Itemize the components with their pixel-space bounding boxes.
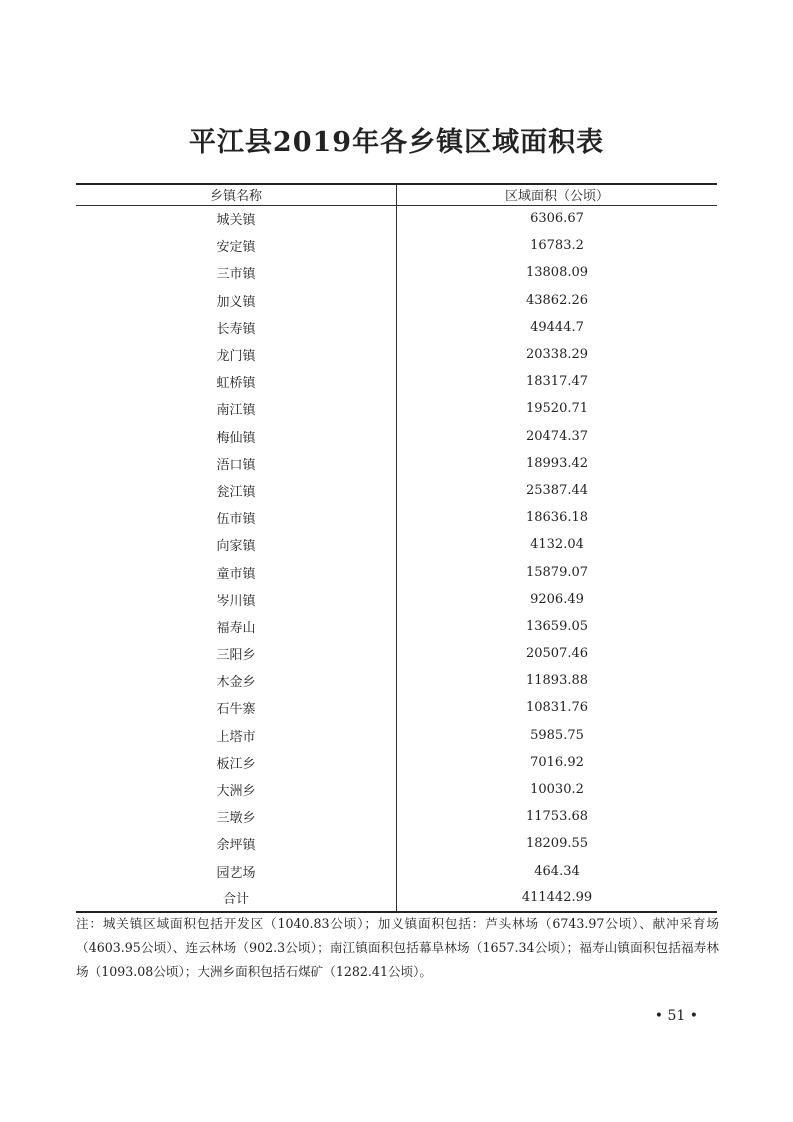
- table-row: [76, 504, 717, 531]
- township-name-cell: 安定镇: [76, 232, 397, 259]
- area-value-cell: 13808.09: [525, 265, 589, 281]
- township-name-cell: 园艺场: [76, 858, 397, 885]
- township-name-cell: 城关镇: [76, 205, 397, 232]
- township-name-cell: 三阳乡: [76, 640, 397, 667]
- page-title: 平江县2019年各乡镇区域面积表: [188, 127, 605, 158]
- table-row: [76, 259, 717, 286]
- table-row: [76, 776, 717, 803]
- area-value-cell: 5985.75: [530, 727, 584, 743]
- area-value-cell: 20507.46: [525, 646, 589, 662]
- area-value-cell: 16783.2: [530, 238, 584, 254]
- table-row: [76, 586, 717, 613]
- table-row: [76, 232, 717, 259]
- township-name-cell: 童市镇: [76, 558, 397, 585]
- area-value-cell: 10831.76: [525, 700, 589, 716]
- table-row: [76, 341, 717, 368]
- township-name-cell: 虹桥镇: [76, 368, 397, 395]
- area-value-cell: 6306.67: [530, 211, 584, 227]
- area-value-cell: 20474.37: [525, 428, 589, 444]
- township-name-cell: 长寿镇: [76, 314, 397, 341]
- township-name-cell: 龙门镇: [76, 341, 397, 368]
- table-row: [76, 450, 717, 477]
- township-name-cell: 大洲乡: [76, 776, 397, 803]
- table-row: [76, 205, 717, 232]
- township-name-cell: 瓮江镇: [76, 477, 397, 504]
- area-value-cell: 18209.55: [525, 836, 589, 852]
- area-value-cell: 18993.42: [525, 455, 589, 471]
- table-header-row: [76, 184, 717, 205]
- township-name-cell: 石牛寨: [76, 694, 397, 721]
- township-name-cell: 向家镇: [76, 531, 397, 558]
- table-row: [76, 803, 717, 830]
- area-value-cell: 464.34: [534, 863, 580, 879]
- township-name-cell: 福寿山: [76, 613, 397, 640]
- table-row: [76, 395, 717, 422]
- table-row: [76, 694, 717, 721]
- area-value-cell: 25387.44: [525, 482, 589, 498]
- area-value-cell: 43862.26: [525, 292, 589, 308]
- area-value-cell: 4132.04: [530, 537, 584, 553]
- township-name-cell: 三市镇: [76, 259, 397, 286]
- township-name-cell: 板江乡: [76, 749, 397, 776]
- area-value-cell: 15879.07: [525, 564, 589, 580]
- table-row: [76, 368, 717, 395]
- township-name-cell: 上塔市: [76, 722, 397, 749]
- table-total-row: [76, 885, 717, 912]
- table-row: [76, 830, 717, 857]
- township-name-cell: 木金乡: [76, 667, 397, 694]
- township-name-cell: 三墩乡: [76, 803, 397, 830]
- table-row: [76, 531, 717, 558]
- header-area: 区域面积（公顷）: [397, 184, 718, 205]
- township-name-cell: 伍市镇: [76, 504, 397, 531]
- township-name-cell: 合计: [76, 885, 397, 912]
- township-name-cell: 岑川镇: [76, 586, 397, 613]
- table-body: [76, 205, 717, 912]
- table-row: [76, 477, 717, 504]
- area-value-cell: 20338.29: [525, 347, 589, 363]
- header-township-name: 乡镇名称: [76, 184, 397, 205]
- township-name-cell: 浯口镇: [76, 450, 397, 477]
- table-row: [76, 858, 717, 885]
- table-row: [76, 722, 717, 749]
- township-name-cell: 余坪镇: [76, 830, 397, 857]
- page-number: • 51 •: [654, 1008, 698, 1024]
- table-row: [76, 314, 717, 341]
- township-name-cell: 加义镇: [76, 287, 397, 314]
- table-row: [76, 423, 717, 450]
- table-row: [76, 287, 717, 314]
- area-value-cell: 18636.18: [525, 510, 589, 526]
- area-value-cell: 19520.71: [525, 401, 589, 417]
- table-row: [76, 640, 717, 667]
- area-value-cell: 49444.7: [530, 319, 584, 335]
- area-value-cell: 7016.92: [530, 754, 584, 770]
- area-value-cell: 18317.47: [525, 374, 589, 390]
- area-value-cell: 10030.2: [530, 782, 584, 798]
- area-value-cell: 13659.05: [525, 618, 589, 634]
- area-value-cell: 411442.99: [521, 890, 593, 906]
- table-row: [76, 558, 717, 585]
- area-table: [76, 183, 717, 913]
- area-value-cell: 11753.68: [525, 809, 589, 825]
- area-value-cell: 11893.88: [525, 673, 589, 689]
- table-row: [76, 749, 717, 776]
- table-row: [76, 667, 717, 694]
- area-value-cell: 9206.49: [530, 591, 584, 607]
- township-name-cell: 梅仙镇: [76, 423, 397, 450]
- table-note: 注：城关镇区域面积包括开发区（1040.83公顷）；加义镇面积包括：芦头林场（6743.97公顷）、献冲采育场（4603.95公顷）、连云林场（902.3公顷）；南江镇面积包括幕阜林场（1657.34公顷）；福寿山镇面积包括福寿林场（1093.08公顷）；大洲乡面积包括石煤矿（1282.41公顷）。: [76, 916, 719, 979]
- township-name-cell: 南江镇: [76, 395, 397, 422]
- table-row: [76, 613, 717, 640]
